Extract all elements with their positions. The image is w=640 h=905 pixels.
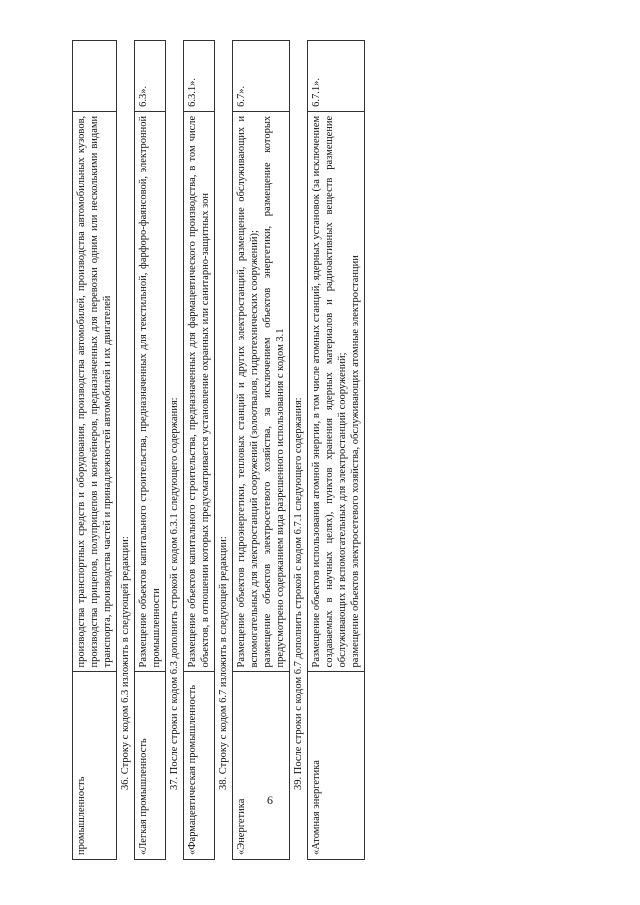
document-content xyxy=(72,40,365,860)
table-row xyxy=(72,41,117,859)
land-use-code-cell: 6.7». xyxy=(236,85,247,107)
table-row xyxy=(232,41,290,859)
description-paragraph: Размещение объектов использования атомной энергии, в том числе атомных станций, ядерных установок (за исключением создаваемых в научных целях), пунктов хранения ядерных материалов и радиоактивных веществ размещение обслуживающих и вспомогательных для электростанций сооружений; xyxy=(311,115,348,668)
description-paragraph: Размещение объектов капитального строительства, предназначенных для фармацевтического производства, в том числе объектов, в отношении которых предусматривается установление охранных или санитарно-защитных зон xyxy=(187,115,211,668)
description-paragraph: размещение объектов электросетевого хозяйства, за исключением объектов энергетики, размещение которых предусмотрено содержанием вида разрешенного использования с кодом 3.1 xyxy=(262,115,286,668)
description-paragraph: производства транспортных средств и оборудования, производства автомобилей, производства автомобильных кузовов, производства прицепов, полуприцепов и контейнеров, предназначенных для перевозки одним или несколькими видами транспорта, производства частей и принадлежностей автомобилей и их двигателей xyxy=(76,115,113,668)
land-use-code-cell: 6.7.1». xyxy=(311,77,322,107)
table-row xyxy=(307,41,365,859)
page-number: 9 xyxy=(267,793,273,808)
land-use-description-cell xyxy=(184,111,214,672)
land-use-table xyxy=(134,40,166,860)
description-paragraph: Размещение объектов гидроэнергетики, тепловых станций и других электростанций, размещение обслуживающих и вспомогательных для электростанций сооружений (золоотвалов, гидротехнических сооружений); xyxy=(236,115,260,668)
land-use-name-cell: промышленность xyxy=(73,671,116,859)
land-use-table xyxy=(307,40,365,860)
land-use-description-cell xyxy=(308,111,364,672)
land-use-description-cell xyxy=(135,111,165,672)
land-use-name-cell: «Атомная энергетика xyxy=(308,671,364,859)
land-use-description-cell xyxy=(73,111,116,672)
land-use-name-cell: «Энергетика xyxy=(233,671,289,859)
table-row xyxy=(134,41,166,859)
amendment-instruction: 39. После строки с кодом 6.7 дополнить строкой с кодом 6.7.1 следующего содержания: xyxy=(293,397,304,790)
land-use-table xyxy=(232,40,290,860)
land-use-description-cell xyxy=(233,111,289,672)
table-row xyxy=(183,41,215,859)
amendment-instruction: 38. Строку с кодом 6.7 изложить в следующей редакции: xyxy=(218,536,229,790)
description-paragraph: Размещение объектов капитального строительства, предназначенных для текстильной, фарфоро-фаянсовой, электронной промышленности xyxy=(138,115,162,668)
land-use-name-cell: «Фармацевтическая промышленность xyxy=(184,671,214,859)
land-use-table xyxy=(183,40,215,860)
land-use-name-cell: «Легкая промышленность xyxy=(135,671,165,859)
description-paragraph: размещение объектов электросетевого хозяйства, обслуживающих атомные электростанции xyxy=(350,255,361,668)
land-use-code-cell: 6.3.1». xyxy=(187,77,198,107)
land-use-code-cell: 6.3». xyxy=(138,85,149,107)
land-use-table xyxy=(72,40,117,860)
land-use-code-cell xyxy=(73,41,116,111)
amendment-instruction: 37. После строки с кодом 6.3 дополнить строкой с кодом 6.3.1 следующего содержания: xyxy=(169,397,180,790)
rotated-content xyxy=(60,40,480,860)
amendment-instruction: 36. Строку с кодом 6.3 изложить в следующей редакции: xyxy=(120,536,131,790)
